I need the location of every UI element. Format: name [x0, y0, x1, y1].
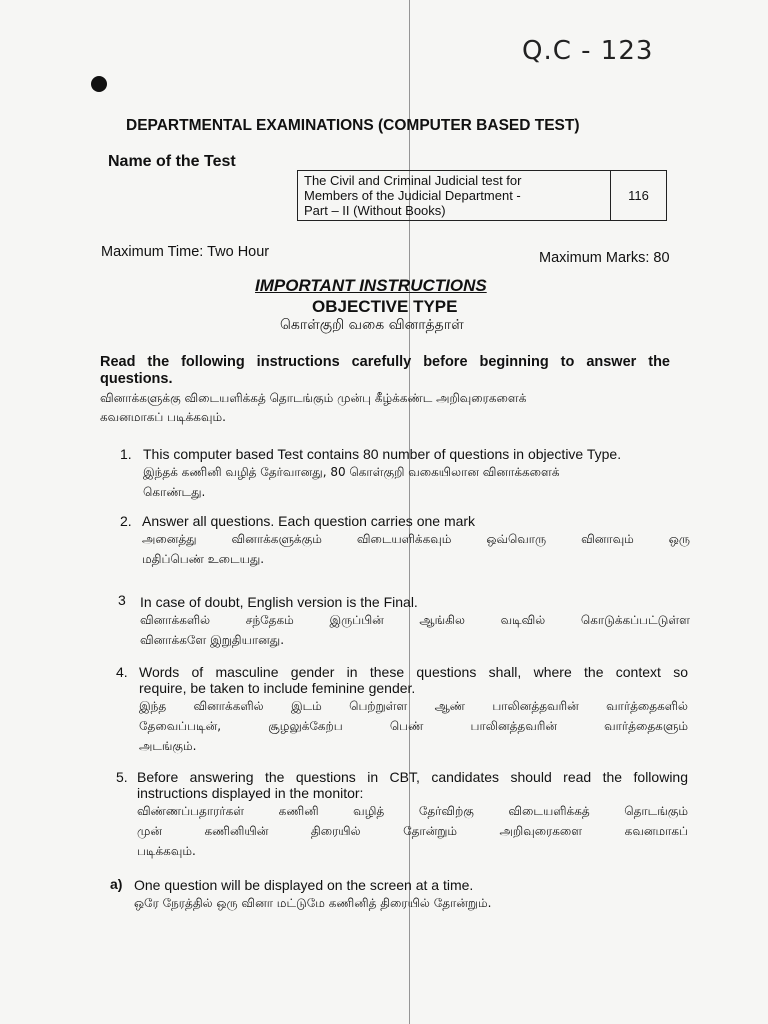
read-ta-line: வினாக்களுக்கு விடையளிக்கத் தொடங்கும் முன்பு கீழ்க்கண்ட அறிவுரைகளைக்: [100, 391, 527, 405]
item-number: 4.: [116, 664, 128, 680]
item-en: This computer based Test contains 80 number of questions in objective Type.: [143, 446, 622, 462]
test-name-line: Members of the Judicial Department -: [304, 188, 521, 203]
objective-heading: OBJECTIVE TYPE: [312, 297, 458, 316]
item-ta: முன் கணினியின் திரையில் தோன்றும் அறிவுரைகளை கவனமாகப்: [137, 824, 688, 838]
item-number: 1.: [120, 446, 132, 462]
important-heading: IMPORTANT INSTRUCTIONS: [255, 276, 487, 295]
test-name-line: Part – II (Without Books): [304, 203, 446, 218]
instruction-item: [137, 769, 688, 859]
item-en: Words of masculine gender in these questions shall, where the context so: [139, 664, 688, 680]
read-instructions-en: [100, 354, 670, 388]
handwritten-code: Q.C - 123: [522, 36, 654, 66]
item-ta: அனைத்து வினாக்களுக்கும் விடையளிக்கவும் ஒவ்வொரு வினாவும் ஒரு: [142, 532, 690, 546]
instruction-item: [140, 594, 690, 648]
max-marks: Maximum Marks: 80: [539, 250, 670, 266]
item-ta: அடங்கும்.: [139, 739, 197, 753]
item-ta: வினாக்களில் சந்தேகம் இருப்பின் ஆங்கில வடிவில் கொடுக்கப்பட்டுள்ள: [140, 613, 690, 627]
item-number: 2.: [120, 513, 132, 529]
item-number: 5.: [116, 769, 128, 785]
read-line: Read the following instructions carefully before beginning to answer the: [100, 354, 670, 370]
item-en: In case of doubt, English version is the Final.: [140, 594, 418, 610]
item-ta: தேவைப்படின், சூழலுக்கேற்ப பெண் பாலினத்தவரின் வார்த்தைகளும்: [139, 719, 688, 733]
bullet-mark: [91, 76, 107, 92]
item-ta: கொண்டது.: [143, 485, 206, 499]
test-name-line: The Civil and Criminal Judicial test for: [304, 173, 522, 188]
sub-item-ta: ஒரே நேரத்தில் ஒரு வினா மட்டுமே கணினித் திரையில் தோன்றும்.: [134, 896, 492, 910]
item-en: instructions displayed in the monitor:: [137, 785, 364, 801]
sub-item-label: a): [110, 876, 123, 892]
item-en: Answer all questions. Each question carries one mark: [142, 513, 476, 529]
item-ta: படிக்கவும்.: [137, 844, 196, 858]
test-name-label: Name of the Test: [108, 153, 236, 170]
item-ta: விண்ணப்பதாரர்கள் கணினி வழித் தேர்விற்கு விடையளிக்கத் தொடங்கும்: [137, 804, 688, 818]
item-ta: இந்தக் கணினி வழித் தேர்வானது, 80 கொள்குறி வகையிலான வினாக்களைக்: [143, 465, 560, 479]
test-code-cell: [611, 171, 667, 221]
item-en: require, be taken to include feminine gender.: [139, 680, 416, 696]
item-ta: வினாக்களே இறுதியானது.: [140, 633, 285, 647]
item-en: Before answering the questions in CBT, candidates should read the following: [137, 769, 688, 785]
instruction-item: [142, 513, 690, 567]
page-title: DEPARTMENTAL EXAMINATIONS (COMPUTER BASED TEST): [126, 117, 580, 134]
test-code: 116: [628, 188, 649, 203]
test-name-table: [297, 170, 667, 221]
sub-item-en: One question will be displayed on the screen at a time.: [134, 877, 474, 893]
item-ta: மதிப்பெண் உடையது.: [142, 552, 265, 566]
test-name-cell: [298, 171, 611, 221]
item-ta: இந்த வினாக்களில் இடம் பெற்றுள்ள ஆண் பாலினத்தவரின் வார்த்தைகளில்: [139, 699, 688, 713]
instruction-item: [139, 664, 688, 754]
scan-fold-line: [409, 0, 410, 1024]
read-line: questions.: [100, 371, 173, 387]
instruction-item: [143, 446, 691, 500]
item-number: 3: [118, 592, 126, 608]
read-ta-line: கவனமாகப் படிக்கவும்.: [100, 410, 226, 424]
sub-instruction-item: [134, 877, 674, 911]
read-instructions-ta: [100, 389, 526, 427]
objective-tamil: கொள்குறி வகை வினாத்தாள்: [280, 317, 464, 333]
max-time: Maximum Time: Two Hour: [101, 244, 270, 260]
